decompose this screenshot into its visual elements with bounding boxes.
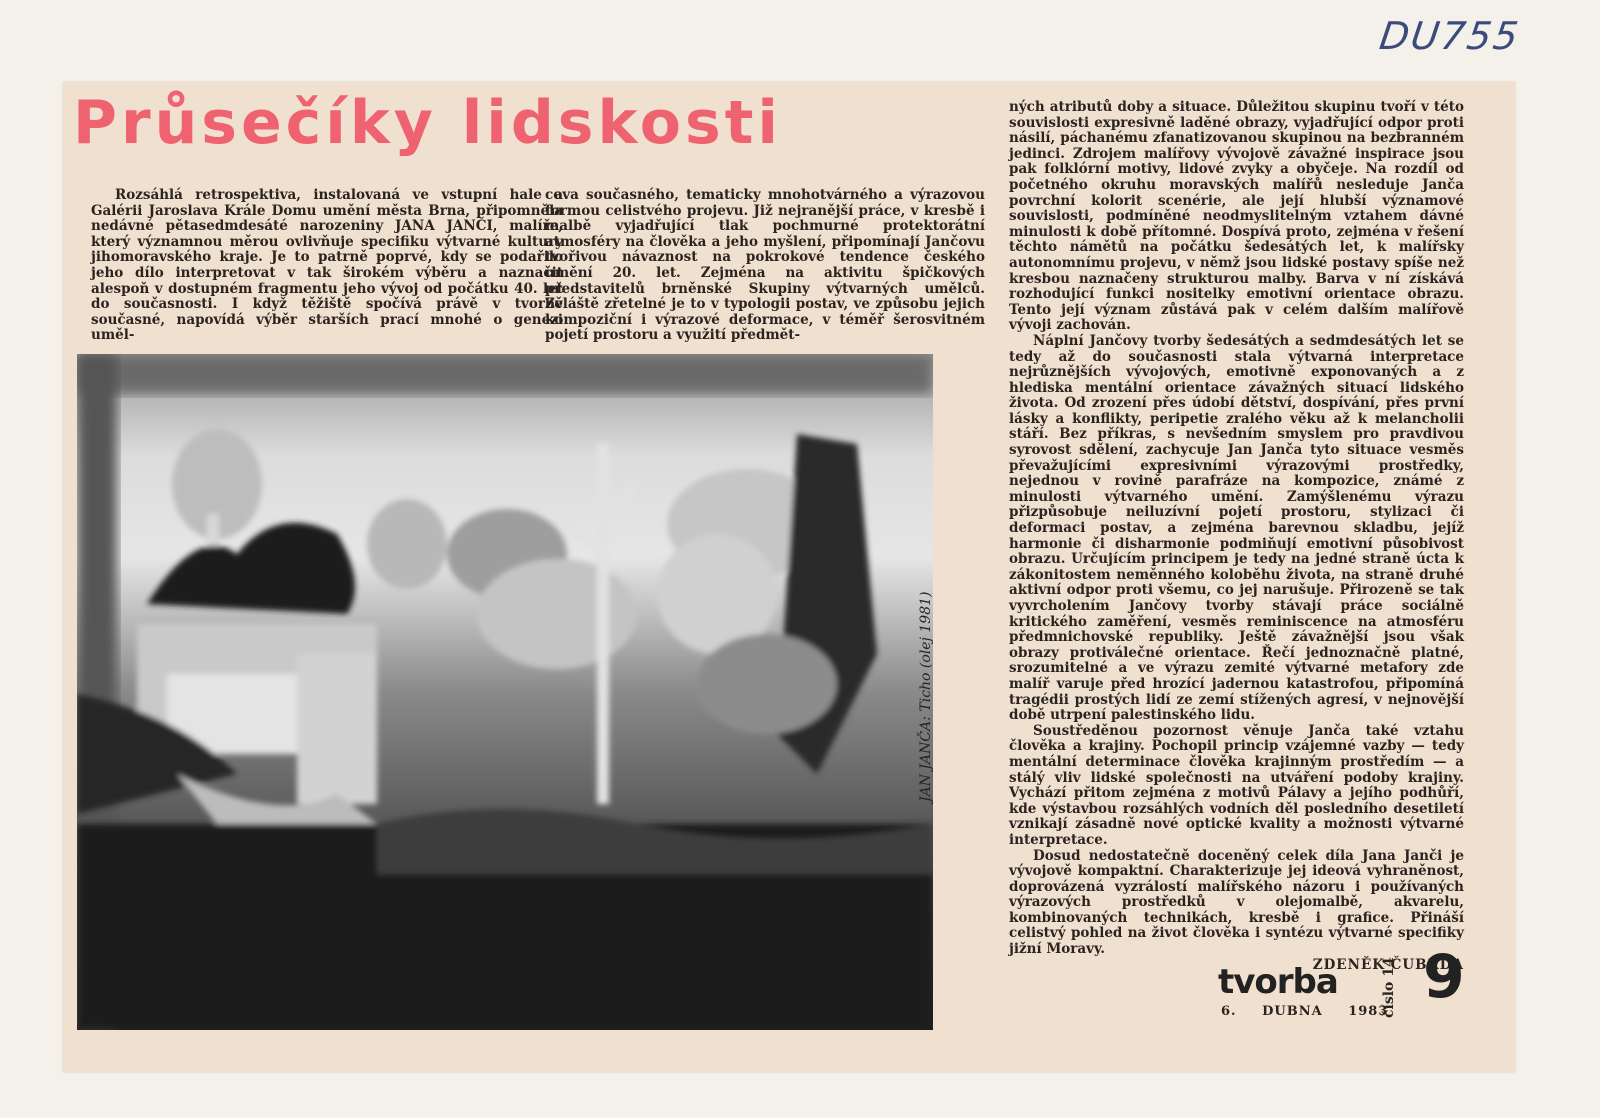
painting-illustration xyxy=(77,354,933,1030)
newspaper-masthead: tvorba xyxy=(1218,962,1338,1002)
column-1-text: Rozsáhlá retrospektiva, instalovaná ve vstupní hale a Galérii Jaroslava Krále Domu umění města Brna, připomněla nedávné pětasedmdesáté narozeniny JANA JANČI, malíře, který významnou měrou ovlivňuje specifiku výtvarné kultury jihomoravského kraje. Je to patrně poprvé, kdy se podařilo jeho dílo interpretovat v tak širokém výběru a naznačit alespoň v dostupném fragmentu jeho vývoj od počátku 40. let do současnosti. I když těžiště spočívá právě v tvorbě současné, napovídá výběr starších prací mnohé o genezi uměl- xyxy=(91,187,563,344)
newspaper-clipping xyxy=(63,82,1515,1072)
page-number: 9 xyxy=(1423,942,1465,1012)
issue-date: 6. DUBNA 1983 xyxy=(1221,1004,1389,1019)
issue-label: číslo 14 xyxy=(1381,957,1397,1018)
column-3-paragraph-3: Soustředěnou pozornost věnuje Janča také vztahu člověka a krajiny. Pochopil princip vzájemné vazby — tedy mentální determinace člověka krajinným prostředím — a stálý vliv lidské společnosti na utváření podoby krajiny. Vychází přitom zejména z motivů Pálavy a jejího podhůří, kde výstavbou rozsáhlých vodních děl posledního desetiletí vznikají zásadně nové optické kvality a možnosti výtvarné interpretace. xyxy=(1009,722,1464,848)
article-headline: Průsečíky lidskosti xyxy=(73,88,782,158)
author-byline: ZDENĚK ČUBRDA xyxy=(1312,956,1464,973)
painting-caption: JAN JANČA: Ticho (olej 1981) xyxy=(918,591,934,802)
article-column-3 xyxy=(1009,100,1464,973)
column-3-paragraph-2: Náplní Jančovy tvorby šedesátých a sedmdesátých let se tedy až do současnosti stala výtvarná interpretace nejrůznějších vývojových, emotivně exponovaných a z hlediska mentální orientace závažných situací lidského života. Od zrození přes údobí dětství, dospívání, přes první lásky a konflikty, peripetie zralého věku až k melancholii stáří. Bez příkras, s nevšedním smyslem pro pravdivou syrovost sdělení, zachycuje Jan Janča tyto situace vesměs převažujícími expresivními výrazovými prostředky, nejednou v rovině parafráze na kompozice, známé z minulosti výtvarného umění. Zamýšlenému výrazu přizpůsobuje neiluzívní pojetí prostoru, stylizaci či deformaci postav, a zejména barevnou skladbu, jejíž harmonie či disharmonie podmiňují emotivní působivost obrazu. Určujícím principem je tedy na jedné straně úcta k zákonitostem neměnného koloběhu života, na straně druhé aktivní odpor proti všemu, co jej narušuje. Přirozeně se tak vyvrcholením Jančovy tvorby stávají práce sociálně kritického zaměření, vesměs reminiscence na atmosféru předmnichovské republiky. Ještě závažnější jsou však obrazy protiválečné orientace. Řečí jednoznačně platné, srozumitelné a ve výrazu zemité výtvarné metafory zde malíř varuje před hrozící jadernou katastrofou, připomíná tragédii prostých lidí ze zemí stížených agresí, v nejnovější době utrpení palestinského lidu. xyxy=(1009,332,1464,724)
article-column-2 xyxy=(545,188,985,344)
article-column-1 xyxy=(91,188,563,344)
column-2-text: cova současného, tematicky mnohotvárného a výrazovou formou celistvého projevu. Již nejranější práce, v kresbě i malbě vyjadřující tlak pochmurné protektorátní atmosféry na člověka a jeho myšlení, připomínají Jančovu tvořivou návaznost na pokrokové tendence českého umění 20. let. Zejména na aktivitu špičkových představitelů brněnské Skupiny výtvarných umělců. Zvláště zřetelné je to v typologii postav, ve způsobu jejich kompoziční i výrazové deformace, v téměř šerosvitném pojetí prostoru a využití předmět- xyxy=(545,187,985,344)
archive-mark: DU755 xyxy=(1376,14,1523,58)
column-3-paragraph-1: ných atributů doby a situace. Důležitou skupinu tvoří v této souvislosti expresivně laděné obrazy, vyjadřující odpor proti násilí, páchanému zfanatizovanou skupinou na bezbranném jedinci. Zdrojem malířovy vývojově závažné inspirace jsou pak folklórní motivy, lidové zvyky a obyčeje. Na rozdíl od početného okruhu moravských malířů nesleduje Janča povrchní kolorit scenérie, ale její hlubší významové souvislosti, podmíněné neodmyslitelným vztahem dávné minulosti k době přítomné. Dospívá proto, zejména v řešení těchto námětů na počátku šedesátých let, k malířsky autonomnímu projevu, v němž jsou lidské postavy spíše než kresbou naznačeny strukturou malby. Barva v ní získává rozhodující funkci nositelky emotivní orientace obrazu. Tento její význam zůstává pak v celém dalším malířově vývoji zachován. xyxy=(1009,99,1464,334)
column-3-paragraph-4: Dosud nedostatečně doceněný celek díla Jana Janči je vývojově kompaktní. Charakterizuje jej ideová vyhraněnost, doprovázená vyzrálostí malířského názoru i používaných výrazových prostředků v olejomalbě, akvarelu, kombinovaných technikách, kresbě i grafice. Přináší celistvý pohled na život člověka i syntézu výtvarné specifiky jižní Moravy. xyxy=(1009,847,1464,958)
painting-image xyxy=(77,354,933,1030)
